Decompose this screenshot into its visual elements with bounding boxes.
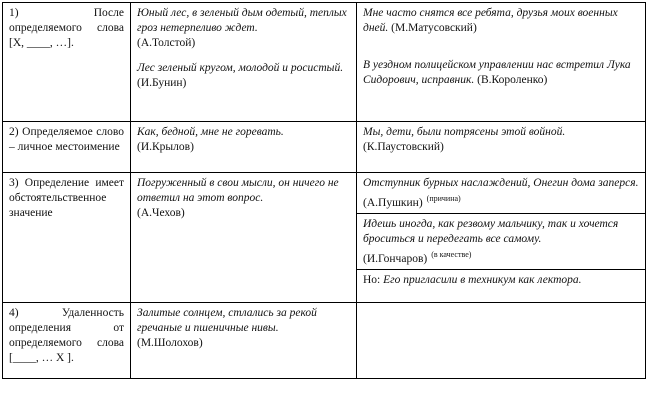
example-author: (К.Паустовский) <box>363 141 444 153</box>
row-heading <box>3 122 131 173</box>
example-author: (И.Бунин) <box>137 77 187 89</box>
example-author: (А.Чехов) <box>137 207 185 219</box>
left-examples-cell <box>131 303 357 379</box>
heading-text: 3) Определение имеет обстоятельственное значение <box>9 177 124 219</box>
example-author: (И.Гончаров) <box>363 252 428 265</box>
syntax-table <box>2 2 646 379</box>
row-heading <box>3 173 131 303</box>
left-examples-cell <box>131 173 357 303</box>
heading-text: 2) Определяемое слово – личное местоимение <box>9 126 124 153</box>
left-examples-cell <box>131 122 357 173</box>
example-text: Мне часто снятся все ребята, друзья моих военных дней. <box>363 7 618 34</box>
example-author: (М.Шолохов) <box>137 337 203 349</box>
row-heading <box>3 3 131 122</box>
example-author: (М.Матусовский) <box>391 22 477 34</box>
right-examples-cell <box>357 303 646 379</box>
right-examples-cell <box>357 122 646 173</box>
table-row <box>3 3 646 122</box>
example-note: (в качестве) <box>431 249 472 259</box>
example-text: Его пригласили в техникум как лектора. <box>383 273 582 286</box>
example <box>357 270 645 290</box>
example <box>357 173 645 214</box>
table-row <box>3 122 646 173</box>
example <box>137 6 350 51</box>
right-examples-cell <box>357 173 646 303</box>
example <box>137 125 350 155</box>
example <box>363 125 639 155</box>
example <box>357 214 645 270</box>
right-examples-cell <box>357 3 646 122</box>
example-text: Мы, дети, были потрясены этой войной. <box>363 126 566 138</box>
example-author: (И.Крылов) <box>137 141 194 153</box>
example <box>363 6 639 36</box>
example-text: Идешь иногда, как резвому мальчику, так и хочется броситься и передегать все самому. <box>363 217 619 245</box>
example <box>137 306 350 351</box>
example <box>363 58 639 88</box>
heading-text: 1) После определяемого слова [X, ____, …]. <box>9 7 124 49</box>
example-text: Погруженный в свои мысли, он ничего не ответил на этот вопрос. <box>137 177 339 204</box>
example-author: (В.Короленко) <box>477 74 548 86</box>
example-text: Юный лес, в зеленый дым одетый, теплых гроз нетерпеливо ждет. <box>137 7 347 34</box>
example <box>137 176 350 221</box>
example-author: (А.Толстой) <box>137 37 196 49</box>
left-examples-cell <box>131 3 357 122</box>
example-text: Лес зеленый кругом, молодой и росистый. <box>137 62 344 74</box>
example-text: Как, бедной, мне не горевать. <box>137 126 284 138</box>
table-row <box>3 173 646 303</box>
example-author: (А.Пушкин) <box>363 196 423 209</box>
example-note: (причина) <box>426 194 461 203</box>
row-heading <box>3 303 131 379</box>
table-row <box>3 303 646 379</box>
example-prefix: Но: <box>363 273 381 286</box>
example-text: Залитые солнцем, стлались за рекой гречаные и пшеничные нивы. <box>137 307 317 334</box>
example <box>137 61 350 91</box>
example-text: Отступник бурных наслаждений, Онегин дома заперся. <box>363 177 639 189</box>
heading-text: 4) Удаленность определения от определяемого слова [____, … X ]. <box>9 307 124 364</box>
example-text: В уездном полицейском управлении нас встретил Лука Сидорович, исправник. <box>363 59 631 86</box>
